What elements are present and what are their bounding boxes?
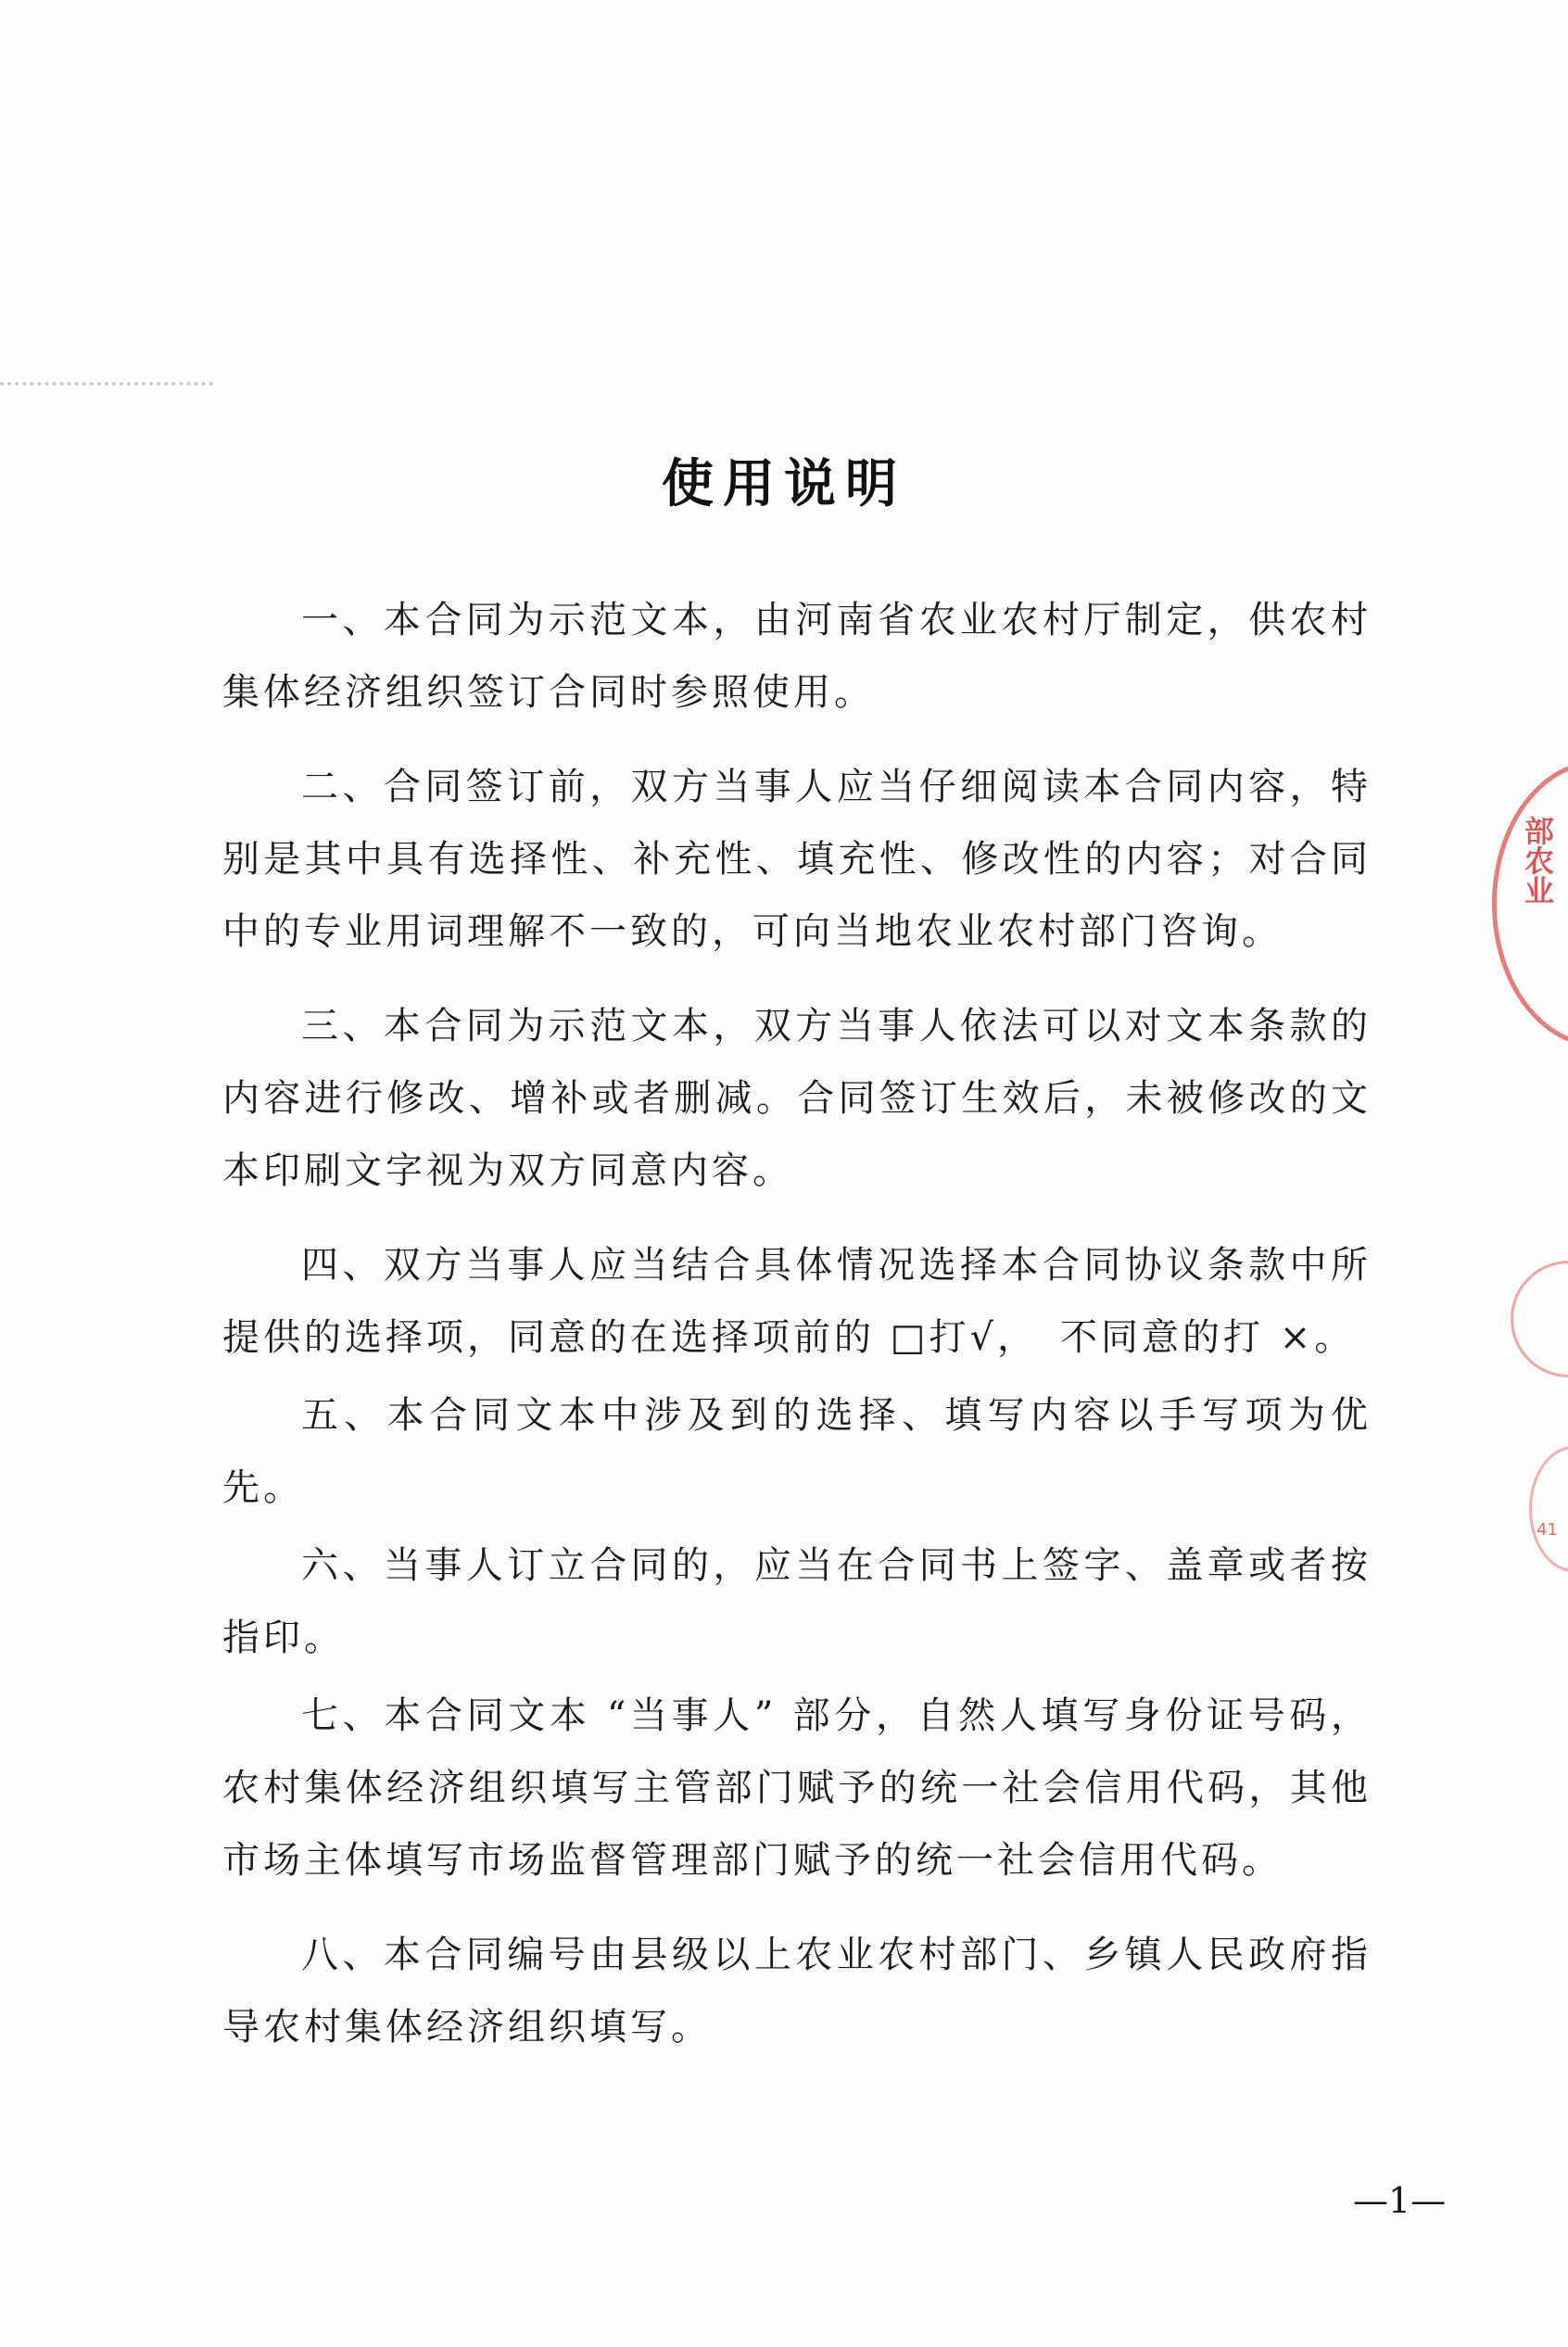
red-seal-fragment-2 xyxy=(1511,1261,1568,1377)
paragraph-7: 七、本合同文本 “当事人” 部分，自然人填写身份证号码，农村集体经济组织填写主管部门赋予的统一社会信用代码，其他市场主体填写市场监督管理部门赋予的统一社会信用代码。 xyxy=(222,1694,1372,1882)
paragraph-6: 六、当事人订立合同的，应当在合同书上签字、盖章或者按指印。 xyxy=(222,1544,1372,1659)
scan-artifact-line xyxy=(0,382,213,386)
red-seal-fragment-3 xyxy=(1529,1446,1568,1572)
seal-text: 部农业 xyxy=(1520,816,1555,905)
paragraph-8: 八、本合同编号由县级以上农业农村部门、乡镇人民政府指导农村集体经济组织填写。 xyxy=(222,1934,1372,2049)
paragraph-5: 五、本合同文本中涉及到的选择、填写内容以手写项为优先。 xyxy=(222,1394,1372,1509)
page-title: 使用说明 xyxy=(662,454,906,514)
seal-number: 41 xyxy=(1536,1520,1558,1540)
paragraph-1: 一、本合同为示范文本，由河南省农业农村厅制定，供农村集体经济组织签订合同时参照使用。 xyxy=(222,599,1372,714)
paragraph-3: 三、本合同为示范文本，双方当事人依法可以对文本条款的内容进行修改、增补或者删减。合同签订生效后，未被修改的文本印刷文字视为双方同意内容。 xyxy=(222,1005,1372,1192)
paragraph-4: 四、双方当事人应当结合具体情况选择本合同协议条款中所提供的选择项，同意的在选择项前的 □打√， 不同意的打 ×。 xyxy=(222,1244,1372,1359)
instructions-body xyxy=(222,584,1372,2086)
paragraph-2: 二、合同签订前，双方当事人应当仔细阅读本合同内容，特别是其中具有选择性、补充性、填充性、修改性的内容；对合同中的专业用词理解不一致的，可向当地农业农村部门咨询。 xyxy=(222,766,1372,953)
page-number: —1— xyxy=(1353,2180,1447,2221)
